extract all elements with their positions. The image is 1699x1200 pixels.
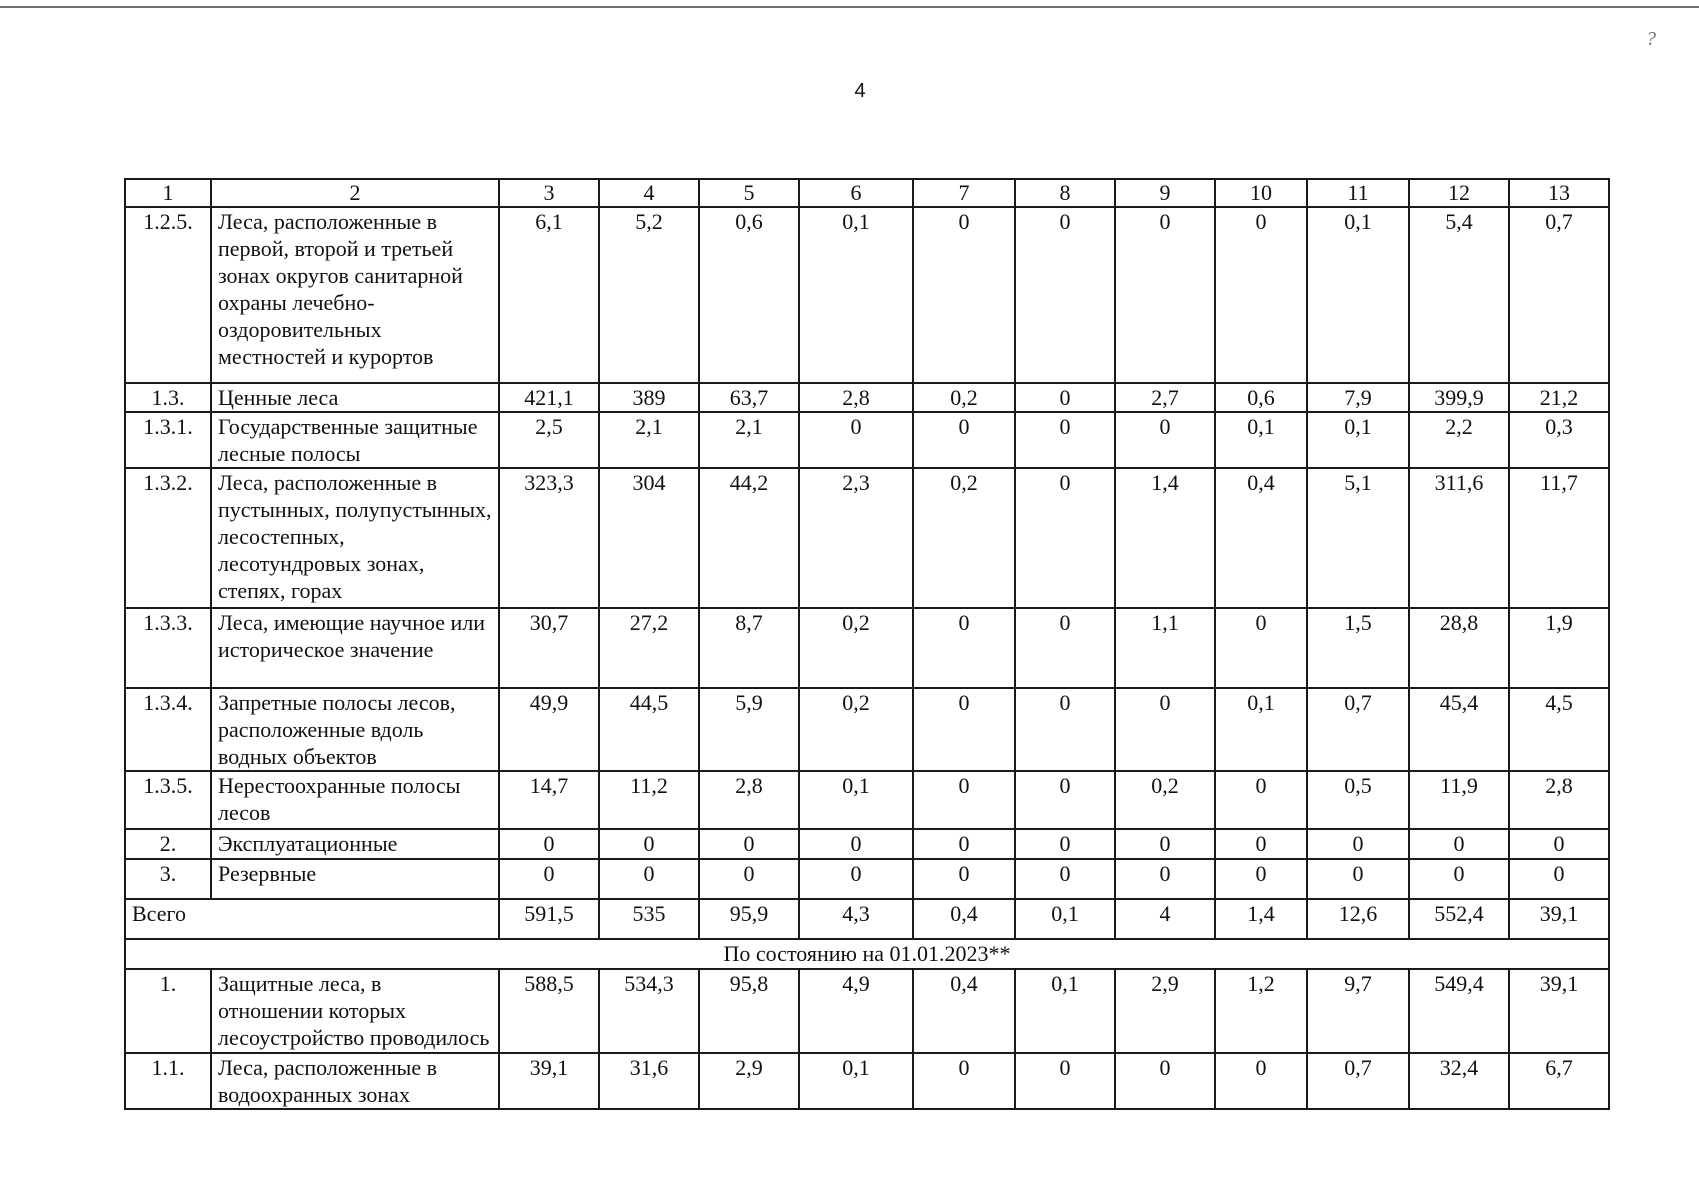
value-cell: 0 <box>1115 829 1215 859</box>
value-cell: 311,6 <box>1409 468 1509 608</box>
section-row <box>125 939 1609 969</box>
value-cell: 0 <box>1409 859 1509 899</box>
value-cell: 0 <box>1015 688 1115 771</box>
row-name: Государственные защитные лесные полосы <box>211 412 499 468</box>
value-cell: 0,4 <box>1215 468 1307 608</box>
column-header: 11 <box>1307 179 1409 207</box>
value-cell: 0 <box>1215 859 1307 899</box>
total-value: 1,4 <box>1215 899 1307 939</box>
value-cell: 30,7 <box>499 608 599 688</box>
value-cell: 0,1 <box>799 1053 913 1109</box>
value-cell: 0 <box>1307 829 1409 859</box>
value-cell: 0 <box>1409 829 1509 859</box>
value-cell: 0 <box>913 608 1015 688</box>
value-cell: 32,4 <box>1409 1053 1509 1109</box>
value-cell: 0 <box>913 1053 1015 1109</box>
value-cell: 2,1 <box>699 412 799 468</box>
row-name: Резервные <box>211 859 499 899</box>
row-code: 1.3.4. <box>125 688 211 771</box>
value-cell: 0 <box>913 207 1015 383</box>
value-cell: 0,7 <box>1307 1053 1409 1109</box>
value-cell: 0,3 <box>1509 412 1609 468</box>
value-cell: 4,5 <box>1509 688 1609 771</box>
row-code: 1.3.2. <box>125 468 211 608</box>
value-cell: 0 <box>1115 688 1215 771</box>
data-table <box>124 178 1610 1110</box>
value-cell: 45,4 <box>1409 688 1509 771</box>
table-row <box>125 207 1609 383</box>
value-cell: 8,7 <box>699 608 799 688</box>
value-cell: 0 <box>799 412 913 468</box>
table-body <box>125 179 1609 1109</box>
value-cell: 1,5 <box>1307 608 1409 688</box>
value-cell: 0,1 <box>799 207 913 383</box>
value-cell: 0,2 <box>799 608 913 688</box>
total-value: 4 <box>1115 899 1215 939</box>
value-cell: 0 <box>499 859 599 899</box>
value-cell: 0 <box>1215 771 1307 829</box>
row-name: Эксплуатационные <box>211 829 499 859</box>
total-row <box>125 899 1609 939</box>
value-cell: 4,9 <box>799 969 913 1053</box>
total-value: 552,4 <box>1409 899 1509 939</box>
value-cell: 5,1 <box>1307 468 1409 608</box>
total-value: 4,3 <box>799 899 913 939</box>
column-header: 5 <box>699 179 799 207</box>
total-value: 39,1 <box>1509 899 1609 939</box>
value-cell: 549,4 <box>1409 969 1509 1053</box>
row-code: 3. <box>125 859 211 899</box>
row-code: 1.3.1. <box>125 412 211 468</box>
row-code: 1.3.3. <box>125 608 211 688</box>
value-cell: 0 <box>1509 859 1609 899</box>
value-cell: 534,3 <box>599 969 699 1053</box>
column-header: 1 <box>125 179 211 207</box>
total-label: Всего <box>125 899 499 939</box>
value-cell: 2,3 <box>799 468 913 608</box>
value-cell: 0,2 <box>1115 771 1215 829</box>
row-code: 1.1. <box>125 1053 211 1109</box>
row-name: Леса, расположенные в первой, второй и третьей зонах округов санитарной охраны лечебно-оздоровительных местностей и курортов <box>211 207 499 383</box>
row-name: Защитные леса, в отношении которых лесоустройство проводилось <box>211 969 499 1053</box>
column-header: 6 <box>799 179 913 207</box>
value-cell: 11,2 <box>599 771 699 829</box>
value-cell: 14,7 <box>499 771 599 829</box>
value-cell: 0 <box>913 829 1015 859</box>
value-cell: 1,9 <box>1509 608 1609 688</box>
value-cell: 0,4 <box>913 969 1015 1053</box>
value-cell: 0 <box>1115 859 1215 899</box>
value-cell: 0 <box>799 859 913 899</box>
value-cell: 2,1 <box>599 412 699 468</box>
value-cell: 0,2 <box>799 688 913 771</box>
row-name: Леса, расположенные в водоохранных зонах <box>211 1053 499 1109</box>
corner-mark: ? <box>1646 28 1656 50</box>
row-name: Леса, расположенные в пустынных, полупустынных, лесостепных, лесотундровых зонах, степях, горах <box>211 468 499 608</box>
total-value: 535 <box>599 899 699 939</box>
value-cell: 49,9 <box>499 688 599 771</box>
value-cell: 31,6 <box>599 1053 699 1109</box>
value-cell: 399,9 <box>1409 383 1509 412</box>
value-cell: 0 <box>799 829 913 859</box>
table-row <box>125 468 1609 608</box>
column-header: 2 <box>211 179 499 207</box>
total-value: 591,5 <box>499 899 599 939</box>
value-cell: 5,2 <box>599 207 699 383</box>
total-value: 0,1 <box>1015 899 1115 939</box>
value-cell: 2,8 <box>699 771 799 829</box>
value-cell: 0 <box>1015 207 1115 383</box>
value-cell: 0 <box>1015 1053 1115 1109</box>
column-header: 9 <box>1115 179 1215 207</box>
value-cell: 5,9 <box>699 688 799 771</box>
value-cell: 1,2 <box>1215 969 1307 1053</box>
value-cell: 0 <box>1115 1053 1215 1109</box>
value-cell: 28,8 <box>1409 608 1509 688</box>
table-row <box>125 608 1609 688</box>
column-header: 7 <box>913 179 1015 207</box>
value-cell: 2,8 <box>1509 771 1609 829</box>
value-cell: 0,1 <box>1015 969 1115 1053</box>
value-cell: 0 <box>1115 412 1215 468</box>
total-value: 95,9 <box>699 899 799 939</box>
value-cell: 0 <box>913 688 1015 771</box>
value-cell: 0,5 <box>1307 771 1409 829</box>
value-cell: 6,7 <box>1509 1053 1609 1109</box>
value-cell: 0,6 <box>1215 383 1307 412</box>
value-cell: 0,6 <box>699 207 799 383</box>
table-row <box>125 771 1609 829</box>
value-cell: 421,1 <box>499 383 599 412</box>
value-cell: 0 <box>599 859 699 899</box>
value-cell: 2,9 <box>1115 969 1215 1053</box>
value-cell: 588,5 <box>499 969 599 1053</box>
value-cell: 6,1 <box>499 207 599 383</box>
column-header: 12 <box>1409 179 1509 207</box>
value-cell: 39,1 <box>1509 969 1609 1053</box>
value-cell: 0,1 <box>1307 207 1409 383</box>
value-cell: 0 <box>499 829 599 859</box>
total-value: 0,4 <box>913 899 1015 939</box>
value-cell: 0,1 <box>1215 688 1307 771</box>
row-code: 1.3. <box>125 383 211 412</box>
value-cell: 2,8 <box>799 383 913 412</box>
row-code: 1.3.5. <box>125 771 211 829</box>
row-name: Нерестоохранные полосы лесов <box>211 771 499 829</box>
table-row <box>125 688 1609 771</box>
table-row <box>125 383 1609 412</box>
value-cell: 0 <box>913 412 1015 468</box>
value-cell: 0 <box>1307 859 1409 899</box>
value-cell: 9,7 <box>1307 969 1409 1053</box>
value-cell: 0 <box>1015 412 1115 468</box>
value-cell: 0,1 <box>1215 412 1307 468</box>
value-cell: 2,9 <box>699 1053 799 1109</box>
header-row <box>125 179 1609 207</box>
value-cell: 27,2 <box>599 608 699 688</box>
value-cell: 44,5 <box>599 688 699 771</box>
value-cell: 0 <box>1015 383 1115 412</box>
value-cell: 21,2 <box>1509 383 1609 412</box>
value-cell: 2,5 <box>499 412 599 468</box>
value-cell: 95,8 <box>699 969 799 1053</box>
row-name: Запретные полосы лесов, расположенные вдоль водных объектов <box>211 688 499 771</box>
value-cell: 304 <box>599 468 699 608</box>
value-cell: 63,7 <box>699 383 799 412</box>
column-header: 10 <box>1215 179 1307 207</box>
column-header: 8 <box>1015 179 1115 207</box>
value-cell: 0,1 <box>799 771 913 829</box>
value-cell: 0,1 <box>1307 412 1409 468</box>
value-cell: 2,2 <box>1409 412 1509 468</box>
table-row <box>125 969 1609 1053</box>
page-number: 4 <box>854 80 866 102</box>
value-cell: 1,4 <box>1115 468 1215 608</box>
value-cell: 11,9 <box>1409 771 1509 829</box>
value-cell: 0,7 <box>1307 688 1409 771</box>
row-code: 1. <box>125 969 211 1053</box>
value-cell: 2,7 <box>1115 383 1215 412</box>
table-row <box>125 859 1609 899</box>
table-row <box>125 829 1609 859</box>
table-row <box>125 1053 1609 1109</box>
value-cell: 0 <box>913 859 1015 899</box>
value-cell: 0,7 <box>1509 207 1609 383</box>
value-cell: 44,2 <box>699 468 799 608</box>
row-name: Леса, имеющие научное или историческое значение <box>211 608 499 688</box>
total-value: 12,6 <box>1307 899 1409 939</box>
row-code: 1.2.5. <box>125 207 211 383</box>
value-cell: 0 <box>1015 829 1115 859</box>
value-cell: 0 <box>1015 468 1115 608</box>
value-cell: 389 <box>599 383 699 412</box>
value-cell: 1,1 <box>1115 608 1215 688</box>
column-header: 13 <box>1509 179 1609 207</box>
value-cell: 0 <box>699 829 799 859</box>
value-cell: 11,7 <box>1509 468 1609 608</box>
value-cell: 0 <box>1015 859 1115 899</box>
value-cell: 0 <box>1015 771 1115 829</box>
value-cell: 0 <box>1015 608 1115 688</box>
value-cell: 39,1 <box>499 1053 599 1109</box>
value-cell: 0,2 <box>913 383 1015 412</box>
value-cell: 0 <box>1115 207 1215 383</box>
table-row <box>125 412 1609 468</box>
value-cell: 0 <box>1509 829 1609 859</box>
value-cell: 0 <box>1215 829 1307 859</box>
value-cell: 0 <box>1215 1053 1307 1109</box>
value-cell: 323,3 <box>499 468 599 608</box>
value-cell: 0 <box>699 859 799 899</box>
row-code: 2. <box>125 829 211 859</box>
value-cell: 7,9 <box>1307 383 1409 412</box>
value-cell: 0 <box>599 829 699 859</box>
value-cell: 0 <box>913 771 1015 829</box>
value-cell: 0,2 <box>913 468 1015 608</box>
row-name: Ценные леса <box>211 383 499 412</box>
value-cell: 0 <box>1215 608 1307 688</box>
value-cell: 5,4 <box>1409 207 1509 383</box>
value-cell: 0 <box>1215 207 1307 383</box>
column-header: 4 <box>599 179 699 207</box>
column-header: 3 <box>499 179 599 207</box>
section-title: По состоянию на 01.01.2023** <box>125 939 1609 969</box>
top-rule <box>0 6 1699 8</box>
